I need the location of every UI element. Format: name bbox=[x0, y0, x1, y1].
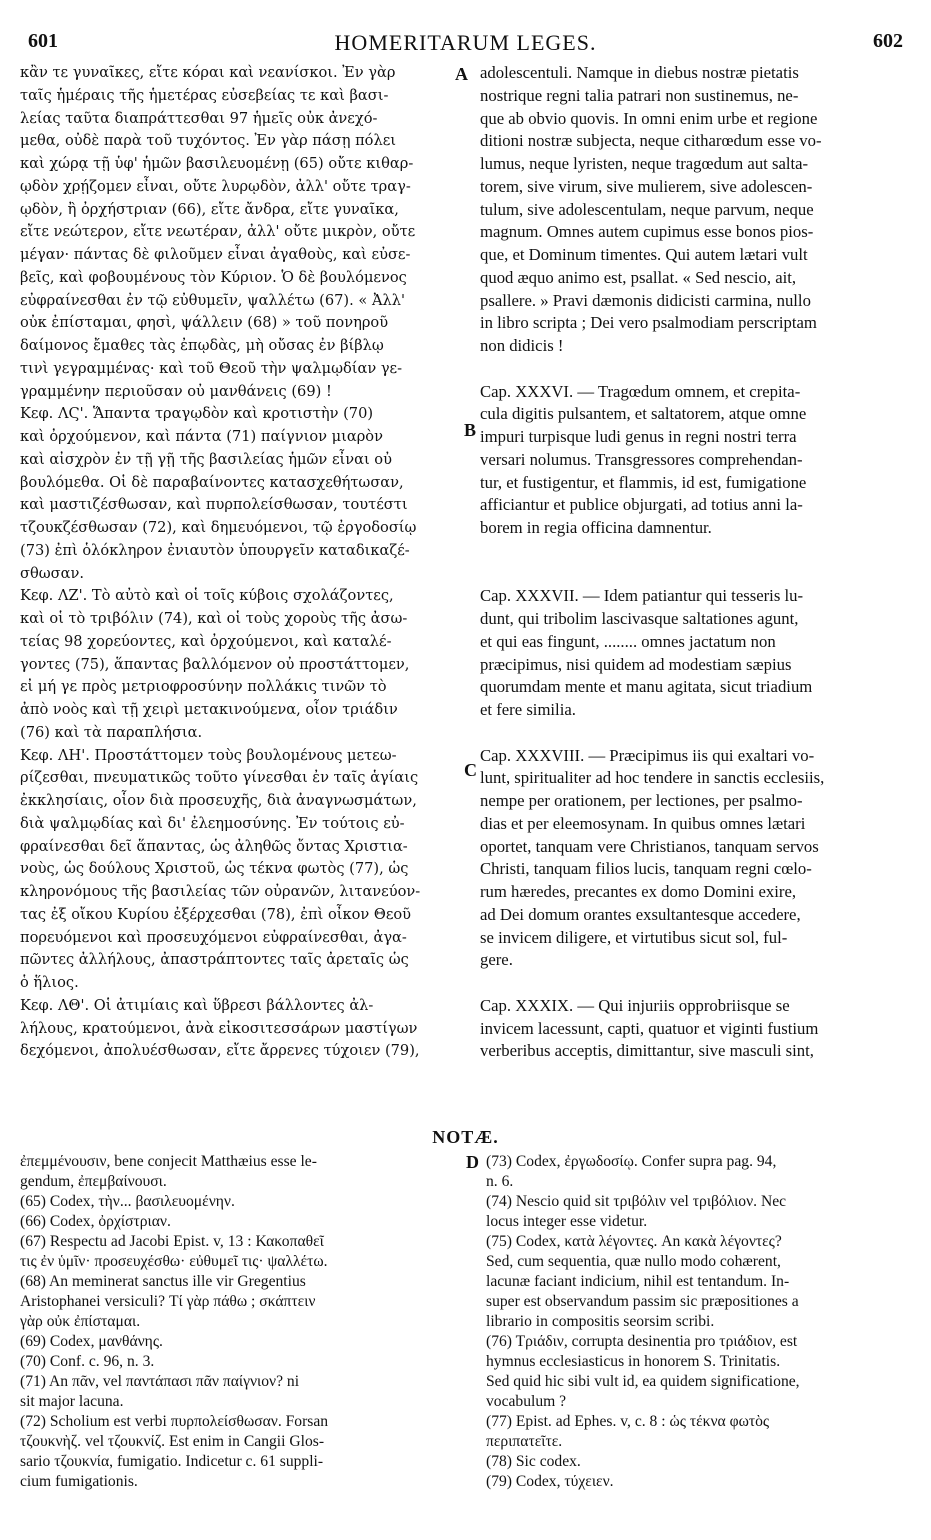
note-line: Sed, cum sequentia, quæ nullo modo cohærent, bbox=[486, 1253, 781, 1270]
note-line: περιπατεῖτε. bbox=[486, 1433, 563, 1450]
greek-text-line: καὶ μαστιζέσθωσαν, καὶ πυρπολείσθωσαν, τουτέστι bbox=[20, 496, 408, 514]
greek-text-line: γοντες (75), ἅπαντας βαλλόμενον οὐ προστάττομεν, bbox=[20, 655, 410, 673]
latin-text-line: tulum, sive adolescentulam, neque parvum, neque bbox=[480, 199, 814, 219]
latin-text-line: ad Dei domum orantes exsultantesque accedere, bbox=[480, 904, 801, 924]
latin-text-line: dias et per eleemosynam. In quibus omnes lætari bbox=[480, 813, 806, 833]
latin-text-line: cula digitis pulsantem, et saltatorem, atque omne bbox=[480, 404, 807, 424]
margin-marker-a: A bbox=[455, 64, 468, 84]
greek-text-line: βουλόμεθα. Οἱ δὲ παραβαίνοντες κατασχεθήτωσαν, bbox=[20, 473, 404, 491]
greek-text-line: μεθα, οὐδὲ παρὰ τοῦ τυχόντος. Ἐν γὰρ πάσῃ πόλει bbox=[20, 132, 396, 150]
latin-text-line: non didicis ! bbox=[480, 336, 564, 355]
greek-text-line: πορευόμενοι καὶ προσευχόμενοι εὐφραίνεσθαι, ἀγα- bbox=[20, 928, 407, 946]
latin-text-line: lunt, spiritualiter ad hoc tendere in sanctis ecclesiis, bbox=[480, 768, 825, 788]
note-line: Sed quid hic sibi vult id, ea quidem significatione, bbox=[486, 1373, 800, 1390]
greek-text-line: τας ἐξ οἴκου Κυρίου ἐξέρχεσθαι (78), ἐπὶ οἶκον Θεοῦ bbox=[20, 905, 412, 923]
note-line: super est observandum passim sic præpositiones a bbox=[486, 1293, 799, 1310]
note-line: (66) Codex, ὀρχίστριαν. bbox=[20, 1213, 171, 1230]
greek-text-line: καὶ αἰσχρὸν ἐν τῇ γῇ τῆς βασιλείας ἡμῶν εἶναι οὐ bbox=[20, 450, 392, 468]
notes-right-column bbox=[486, 1152, 896, 1492]
latin-text-line: Cap. XXXIX. — Qui injuriis opprobriisque se bbox=[480, 995, 790, 1015]
greek-text-line: ῳδὸν, ἢ ὀρχήστριαν (66), εἴτε ἄνδρα, εἴτε γυναῖκα, bbox=[20, 200, 399, 218]
note-line: (71) An πᾶν, vel παντάπασι πᾶν παίγνιον? ni bbox=[20, 1373, 300, 1390]
latin-text-line bbox=[480, 722, 895, 745]
note-line: librario in compositis seorsim scribi. bbox=[486, 1313, 715, 1330]
greek-text-line: διὰ ψαλμῳδίας καὶ δι' ἐλεημοσύνης. Ἐν τούτοις εὐ- bbox=[20, 814, 405, 832]
latin-text-line bbox=[480, 358, 895, 381]
latin-text-line: afficiantur et publice objurgati, ad totius anni la- bbox=[480, 495, 803, 515]
greek-text-line: καὶ ὀρχούμενον, καὶ πάντα (71) παίγνιον μιαρὸν bbox=[20, 428, 383, 445]
greek-text-line: εἰ μή γε πρὸς μετριοφροσύνην πολλάκις τινῶν τὸ bbox=[20, 678, 387, 696]
notes-left-column bbox=[20, 1152, 460, 1492]
latin-text-line: gere. bbox=[480, 950, 513, 970]
note-line: (67) Respectu ad Jacobi Epist. v, 13 : Κακοπαθεῖ bbox=[20, 1233, 324, 1250]
note-line: (75) Codex, κατὰ λέγοντες. An κακὰ λέγοντες? bbox=[486, 1233, 782, 1250]
greek-text-line: ἀπὸ νοὸς καὶ τῇ χειρὶ μετακινούμενα, οἷον τριάδιν bbox=[20, 701, 398, 718]
page-number-left: 601 bbox=[28, 30, 58, 52]
note-line: (74) Nescio quid sit τριβόλιν vel τριβόλιον. Nec bbox=[486, 1193, 787, 1210]
greek-text-line: νοὺς, ὡς δούλους Χριστοῦ, ὡς τέκνα φωτὸς (77), ὡς bbox=[20, 860, 409, 878]
greek-text-line: (73) ἐπὶ ὁλόκληρον ἐνιαυτὸν ὑπουργεῖν καταδικαζέ- bbox=[20, 541, 410, 559]
latin-text-line: Cap. XXXVII. — Idem patiantur qui tesseris lu- bbox=[480, 586, 804, 606]
latin-text-line: versari nolumus. Transgressores comprehendan- bbox=[480, 449, 803, 469]
latin-text-line: que ab obvio quovis. In omni enim urbe et regione bbox=[480, 108, 818, 128]
greek-text-line: Κεφ. ΛΗ'. Προστάττομεν τοὺς βουλομένους μετεω- bbox=[20, 746, 397, 764]
latin-text-line: verberibus acceptis, dimittantur, sive masculi sint, bbox=[480, 1041, 814, 1061]
latin-text-line: magnum. Omnes autem cupimus esse bonos pios- bbox=[480, 222, 814, 242]
note-line: (76) Τριάδιν, corrupta desinentia pro τριάδιον, est bbox=[486, 1333, 798, 1350]
page-number-right: 602 bbox=[873, 30, 903, 52]
note-line: (79) Codex, τύχειεν. bbox=[486, 1473, 614, 1490]
latin-text-line: nempe per orationem, per lectiones, per psalmo- bbox=[480, 791, 803, 810]
latin-text-line: psallere. » Pravi dæmonis didicisti carmina, nullo bbox=[480, 290, 811, 310]
latin-text-line bbox=[480, 563, 895, 586]
latin-text-line: quod æquo animo est, psallat. « Sed nescio, ait, bbox=[480, 267, 797, 287]
margin-marker-c: C bbox=[464, 760, 477, 780]
latin-text-line: torem, sive virum, sive mulierem, sive adolescen- bbox=[480, 176, 813, 196]
greek-text-line: εἴτε νεώτερον, εἴτε νεωτέραν, ἀλλ' οὔτε μικρὸν, οὔτε bbox=[20, 223, 416, 241]
latin-text-line: borem in regia officina damnentur. bbox=[480, 518, 712, 537]
latin-text-line: oportet, tanquam vere Christianos, tanquam servos bbox=[480, 836, 819, 856]
greek-text-line: ταῖς ἡμέραις τῆς ἡμετέρας εὐσεβείας τε καὶ βασι- bbox=[20, 86, 389, 104]
greek-text-line: καὶ χώρᾳ τῇ ὑφ' ἡμῶν βασιλευομένῃ (65) οὔτε κιθαρ- bbox=[20, 155, 414, 172]
greek-text-line: ὁ ἥλιος. bbox=[20, 974, 79, 991]
greek-text-line: εὐφραίνεσθαι ἐν τῷ εὐθυμεῖν, ψαλλέτω (67). « Ἀλλ' bbox=[20, 291, 405, 309]
greek-column bbox=[20, 62, 460, 1063]
latin-text-line: Cap. XXXVI. — Tragœdum omnem, et crepita- bbox=[480, 381, 801, 401]
greek-text-line: καὶ οἱ τὸ τριβόλιν (74), καὶ οἱ τοὺς χοροὺς τῆς ἀσω- bbox=[20, 610, 408, 627]
greek-text-line: δαίμονος ἔμαθες τὰς ἐπῳδὰς, μὴ οὔσας ἐν βίβλῳ bbox=[20, 337, 384, 354]
latin-text-line: et fere similia. bbox=[480, 700, 576, 719]
note-line: γὰρ οὐκ ἐπίσταμαι. bbox=[20, 1313, 141, 1330]
latin-text-line: ditioni nostræ subjecta, neque citharœdum esse vo- bbox=[480, 131, 822, 151]
greek-text-line: ἐκκλησίαις, οἷον διὰ προσευχῆς, διὰ ἀναγνωσμάτων, bbox=[20, 792, 417, 809]
note-line: cium fumigationis. bbox=[20, 1473, 138, 1490]
latin-text-line: que, et Dominum timentes. Qui autem lætari vult bbox=[480, 245, 808, 264]
note-line: (68) An meminerat sanctus ille vir Gregentius bbox=[20, 1273, 306, 1290]
latin-text-line: adolescentuli. Namque in diebus nostræ pietatis bbox=[480, 63, 799, 82]
note-line: (78) Sic codex. bbox=[486, 1453, 581, 1470]
note-line: n. 6. bbox=[486, 1173, 514, 1190]
greek-text-line: (76) καὶ τὰ παραπλήσια. bbox=[20, 723, 203, 741]
greek-text-line: Κεφ. ΛΖ'. Τὸ αὐτὸ καὶ οἱ τοῖς κύβοις σχολάζοντες, bbox=[20, 587, 394, 605]
greek-text-line: οὐκ ἐπίσταμαι, φησὶ, ψάλλειν (68) » τοῦ πονηροῦ bbox=[20, 314, 389, 332]
note-line: (65) Codex, τὴν... βασιλευομένην. bbox=[20, 1193, 235, 1210]
note-line: locus integer esse videtur. bbox=[486, 1213, 648, 1230]
margin-marker-b: B bbox=[464, 420, 477, 440]
latin-text-line: invicem lacessunt, capti, quatuor et viginti fustium bbox=[480, 1018, 819, 1038]
note-line: vocabulum ? bbox=[486, 1393, 567, 1410]
greek-text-line: λείας ταῦτα διαπράττεσθαι 97 ἡμεῖς οὐκ ἀνεχό- bbox=[20, 109, 378, 127]
note-line: (77) Epist. ad Ephes. v, c. 8 : ὡς τέκνα φωτὸς bbox=[486, 1413, 770, 1430]
latin-text-line bbox=[480, 540, 895, 563]
greek-text-line: φραίνεσθαι δεῖ ἅπαντας, ὡς ἀληθῶς ὄντας Χριστια- bbox=[20, 837, 408, 855]
greek-text-line: λήλους, κρατούμενοι, ἀνὰ εἰκοσιτεσσάρων μαστίγων bbox=[20, 1019, 418, 1037]
greek-text-line: ῳδὸν χρῄζομεν εἶναι, οὔτε λυρῳδὸν, ἀλλ' οὔτε τραγ- bbox=[20, 177, 411, 195]
greek-text-line: πῶντες ἀλλήλους, ἀπαστράπτοντες ταῖς ἀρεταῖς ὡς bbox=[20, 951, 409, 969]
note-line: (69) Codex, μανθάνης. bbox=[20, 1333, 163, 1350]
note-line: lacunæ faciant indicium, nihil est tentandum. In- bbox=[486, 1273, 790, 1290]
latin-text-line: rum hæredes, precantes ex domo Domini exire, bbox=[480, 882, 797, 901]
note-line: τις ἐν ὑμῖν· προσευχέσθω· εὐθυμεῖ τις· ψαλλέτω. bbox=[20, 1253, 328, 1270]
greek-text-line: κληρονόμους τῆς βασιλείας τῶν οὐρανῶν, λιτανεύον- bbox=[20, 883, 421, 900]
greek-text-line: τζουκζέσθωσαν (72), καὶ δημευόμενοι, τῷ ἐργοδοσίῳ bbox=[20, 519, 417, 536]
latin-text-line: dunt, qui tribolim lascivasque saltationes agunt, bbox=[480, 609, 799, 628]
note-line: sario τζουκνία, fumigatio. Indicetur c. 61 suppli- bbox=[20, 1453, 324, 1470]
margin-marker-d: D bbox=[466, 1152, 479, 1172]
greek-text-line: γραμμένην περιοῦσαν οὐ μανθάνεις (69) ! bbox=[20, 382, 332, 400]
latin-column bbox=[480, 62, 895, 1063]
greek-text-line: βεῖς, καὶ φοβουμένους τὸν Κύριον. Ὁ δὲ βουλόμενος bbox=[20, 268, 407, 286]
note-line: τζουκνὴζ. vel τζουκνίζ. Est enim in Cangii Glos- bbox=[20, 1433, 325, 1450]
latin-text-line: præcipimus, nisi quidem ad modestiam sæpius bbox=[480, 654, 792, 674]
latin-text-line bbox=[480, 972, 895, 995]
greek-text-line: ρίζεσθαι, πνευματικῶς τοῦτο γίνεσθαι ἐν ταῖς ἁγίαις bbox=[20, 769, 419, 787]
greek-text-line: μέγαν· πάντας δὲ φιλοῦμεν εἶναι ἀγαθοὺς, καὶ εὐσε- bbox=[20, 246, 411, 263]
latin-text-line: Cap. XXXVIII. — Præcipimus iis qui exaltari vo- bbox=[480, 745, 815, 765]
latin-text-line: Christi, tanquam filios lucis, tanquam regni cœlo- bbox=[480, 859, 812, 879]
latin-text-line: tur, et fustigentur, et flammis, id est, fumigatione bbox=[480, 472, 807, 492]
greek-text-line: κἂν τε γυναῖκες, εἴτε κόραι καὶ νεανίσκοι. Ἐν γὰρ bbox=[20, 64, 396, 81]
note-line: (73) Codex, ἐργωδοσίῳ. Confer supra pag. 94, bbox=[486, 1153, 777, 1170]
latin-text-line: lumus, neque lyristen, neque tragœdum aut salta- bbox=[480, 154, 809, 173]
greek-text-line: Κεφ. ΛΘ'. Οἱ ἀτιμίαις καὶ ὕβρεσι βάλλοντες ἀλ- bbox=[20, 996, 374, 1014]
latin-text-line: se invicem diligere, et virtutibus sicut sol, ful- bbox=[480, 927, 788, 947]
greek-text-line: Κεφ. ΛϚ'. Ἅπαντα τραγῳδὸν καὶ κροτιστὴν (70) bbox=[20, 405, 374, 423]
note-line: gendum, ἐπεμβαίνουσι. bbox=[20, 1173, 167, 1190]
greek-text-line: σθωσαν. bbox=[20, 564, 84, 582]
latin-text-line: et qui eas fingunt, ........ omnes jactatum non bbox=[480, 631, 776, 651]
latin-text-line: nostrique regni talia patrari non sustinemus, ne- bbox=[480, 85, 799, 105]
greek-text-line: τινὶ γεγραμμένας· καὶ τοῦ Θεοῦ τὴν ψαλμῳδίαν γε- bbox=[20, 359, 403, 377]
greek-text-line: τείας 98 χορεύοντες, καὶ ὀρχούμενοι, καὶ καταλέ- bbox=[20, 632, 392, 650]
latin-text-line: in libro scripta ; Dei vero psalmodiam perscriptam bbox=[480, 313, 817, 333]
page-header bbox=[28, 30, 903, 60]
running-title: HOMERITARUM LEGES. bbox=[334, 30, 597, 55]
greek-text-line: δεχόμενοι, ἀπολυέσθωσαν, εἴτε ἄρρενες τύχοιεν (79), bbox=[20, 1042, 420, 1060]
note-line: (72) Scholium est verbi πυρπολείσθωσαν. Forsan bbox=[20, 1413, 329, 1430]
note-line: (70) Conf. c. 96, n. 3. bbox=[20, 1353, 155, 1370]
notes-title: NOTÆ. bbox=[432, 1127, 499, 1147]
latin-text-line: quorumdam mente et manu agitata, sicut triadium bbox=[480, 677, 813, 697]
note-line: sit major lacuna. bbox=[20, 1393, 124, 1410]
note-line: hymnus ecclesiasticus in honorem S. Trinitatis. bbox=[486, 1353, 781, 1370]
note-line: ἐπεμμένουσιν, bene conjecit Matthæius esse le- bbox=[20, 1153, 317, 1170]
note-line: Aristophanei versiculi? Τί γὰρ πάθω ; σκάπτειν bbox=[20, 1293, 316, 1310]
latin-text-line: impuri turpisque ludi genus in regni nostri terra bbox=[480, 427, 797, 446]
